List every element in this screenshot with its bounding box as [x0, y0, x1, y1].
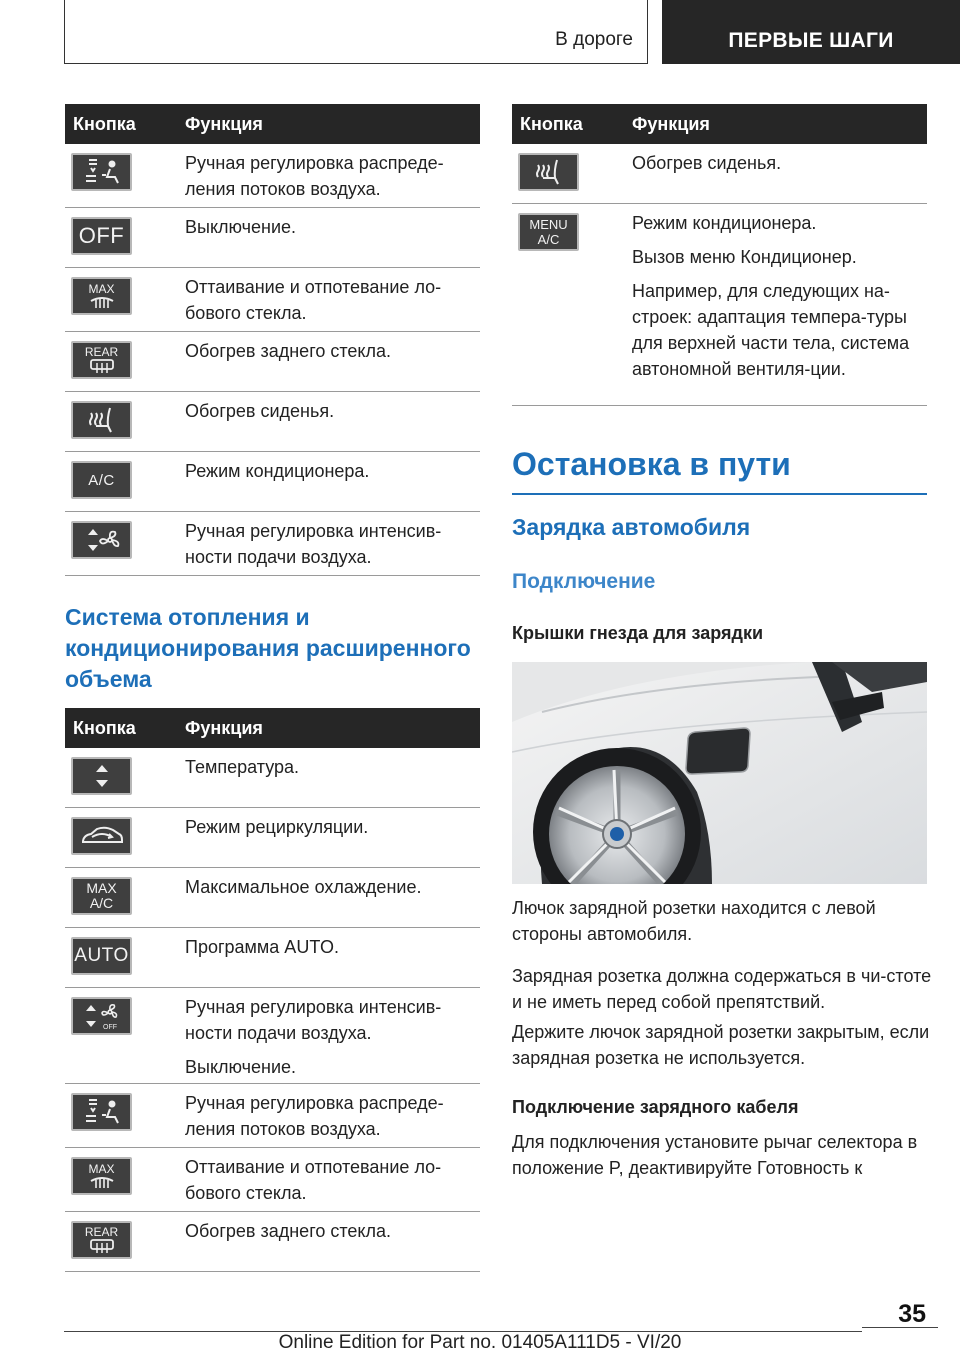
table-row	[65, 452, 480, 512]
row-function-text: Ручная регулировка интенсив-ности подачи воздуха.	[185, 521, 442, 567]
max-defrost-icon: MAX	[71, 277, 132, 315]
col-function-header: Функция	[185, 113, 263, 134]
seat-heating-icon	[518, 153, 579, 191]
row-function-text: Режим кондиционера.	[185, 461, 370, 481]
max-ac-button: MAX A/C	[71, 877, 132, 915]
ac-button: A/C	[71, 461, 132, 499]
header-section-box	[64, 0, 648, 64]
off-button: OFF	[71, 217, 132, 255]
paragraph-connect-instructions: Для подключения установите рычаг селектора в положение P, деактивируйте Готовность к	[512, 1132, 918, 1178]
menu-ac-button: MENU A/C	[518, 213, 579, 251]
footer-divider-right	[862, 1327, 938, 1328]
max-defrost-icon: MAX	[71, 1157, 132, 1195]
row-function-text: Оттаивание и отпотевание ло-бового стекла.	[185, 1157, 442, 1203]
row-function-text: Программа AUTO.	[185, 937, 339, 957]
temperature-arrows-icon	[71, 757, 132, 795]
row-function-text: Например, для следующих на-строек: адаптация темпера-туры для верхней части тела, система автономной вентиля-ции.	[632, 281, 910, 379]
col-button-header: Кнопка	[520, 113, 583, 134]
row-function-text: Ручная регулировка распреде-ления потоков воздуха.	[185, 153, 444, 199]
heading-connect-cable: Подключение зарядного кабеля	[512, 1097, 799, 1117]
button-function-table-2	[65, 708, 480, 1272]
row-function-text: Ручная регулировка интенсив-ности подачи воздуха.	[185, 997, 442, 1043]
header-chapter-title: ПЕРВЫЕ ШАГИ	[662, 0, 960, 64]
heading-charging-flaps: Крышки гнезда для зарядки	[512, 623, 764, 643]
fan-speed-off-icon	[71, 997, 132, 1035]
button-function-table-3	[512, 104, 927, 406]
seat-heating-icon	[71, 401, 132, 439]
header-section-title: В дороге	[555, 29, 633, 50]
table-row	[512, 144, 927, 204]
row-function-text: Оттаивание и отпотевание ло-бового стекла.	[185, 277, 442, 323]
rear-defrost-icon: REAR	[71, 341, 132, 379]
fan-speed-icon	[71, 521, 132, 559]
table-row	[65, 1212, 480, 1272]
col-function-header: Функция	[632, 113, 710, 134]
table-row	[65, 512, 480, 576]
table-row	[512, 204, 927, 406]
table-row	[65, 1148, 480, 1212]
row-function-text: Выключение.	[185, 217, 297, 237]
table-row	[65, 268, 480, 332]
table-row	[65, 332, 480, 392]
airflow-distribution-icon	[71, 153, 132, 191]
table-row	[65, 928, 480, 988]
row-function-text: Обогрев заднего стекла.	[185, 1221, 392, 1241]
row-function-text: Режим кондиционера.	[632, 213, 817, 233]
col-button-header: Кнопка	[73, 113, 136, 134]
table-header	[65, 104, 480, 144]
table-row	[65, 208, 480, 268]
table-row	[65, 392, 480, 452]
row-function-text: Обогрев заднего стекла.	[185, 341, 392, 361]
table-row	[65, 748, 480, 808]
table-row	[65, 808, 480, 868]
paragraph-keep-closed: Держите лючок зарядной розетки закрытым, если зарядная розетка не используется.	[512, 1022, 930, 1068]
col-button-header: Кнопка	[73, 717, 136, 738]
heading-stop: Остановка в пути	[512, 446, 927, 495]
col-function-header: Функция	[185, 717, 263, 738]
table-header	[65, 708, 480, 748]
row-function-text: Выключение.	[185, 1057, 297, 1077]
paragraph-flap-location: Лючок зарядной розетки находится с левой стороны автомобиля.	[512, 898, 876, 944]
table-row	[65, 988, 480, 1084]
row-function-text: Вызов меню Кондиционер.	[632, 247, 857, 267]
car-charging-flap-illustration	[512, 662, 927, 884]
table-row	[65, 868, 480, 928]
table-row	[65, 144, 480, 208]
row-function-text: Температура.	[185, 757, 300, 777]
rear-defrost-icon: REAR	[71, 1221, 132, 1259]
recirculation-icon	[71, 817, 132, 855]
heading-charging: Зарядка автомобиля	[512, 514, 751, 540]
row-function-text: Режим рециркуляции.	[185, 817, 369, 837]
svg-text:OFF: OFF	[102, 1024, 117, 1031]
button-function-table-1	[65, 104, 480, 576]
auto-button: AUTO	[71, 937, 132, 975]
page-number: 35	[898, 1300, 926, 1328]
table-row	[65, 1084, 480, 1148]
footer-edition: Online Edition for Part no. 01405A111D5 - VI/20	[278, 1332, 682, 1353]
heading-climate-control: Система отопления и кондиционирования расширенного объема	[65, 604, 471, 692]
airflow-distribution-icon	[71, 1093, 132, 1131]
row-function-text: Обогрев сиденья.	[185, 401, 335, 421]
row-function-text: Ручная регулировка распреде-ления потоков воздуха.	[185, 1093, 444, 1139]
heading-connection: Подключение	[512, 570, 656, 593]
table-header	[512, 104, 927, 144]
paragraph-socket-clean: Зарядная розетка должна содержаться в чи-стоте и не иметь перед собой препятствий.	[512, 966, 932, 1012]
row-function-text: Максимальное охлаждение.	[185, 877, 422, 897]
row-function-text: Обогрев сиденья.	[632, 153, 782, 173]
